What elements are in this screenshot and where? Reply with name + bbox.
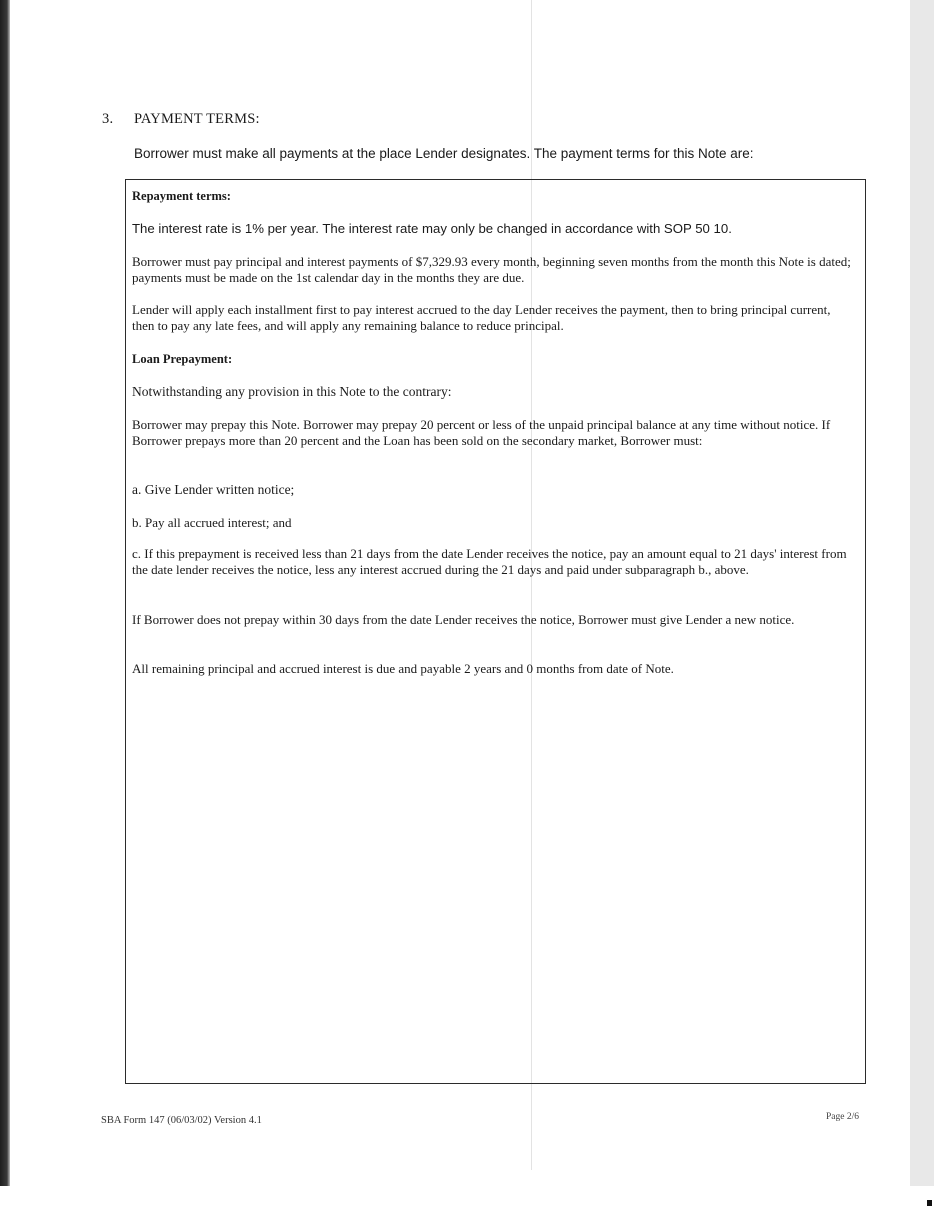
repayment-terms-heading: Repayment terms: — [132, 189, 231, 203]
section-heading — [102, 111, 260, 128]
payment-schedule-clause: Borrower must pay principal and interest payments of $7,329.93 every month, beginning seven months from the month this Note is dated; payments must be made on the 1st calendar day in the months they are due. — [132, 254, 851, 285]
scan-right-margin — [910, 0, 934, 1186]
section-title: PAYMENT TERMS: — [134, 111, 260, 127]
scan-left-edge-shadow — [0, 0, 10, 1186]
loan-prepayment-heading: Loan Prepayment: — [132, 352, 233, 366]
section-number: 3. — [102, 111, 114, 127]
prepayment-item-b: b. Pay all accrued interest; and — [132, 515, 292, 530]
installment-application-clause: Lender will apply each installment first to pay interest accrued to the day Lender receives the payment, then to bring principal current, then to pay any late fees, and will apply any remaining balance to reduce principal. — [132, 302, 831, 333]
maturity-clause: All remaining principal and accrued interest is due and payable 2 years and 0 months from date of Note. — [132, 661, 674, 676]
prepayment-item-a: a. Give Lender written notice; — [132, 482, 295, 497]
notwithstanding-clause: Notwithstanding any provision in this Note to the contrary: — [132, 384, 452, 399]
prepayment-rules-clause: Borrower may prepay this Note. Borrower may prepay 20 percent or less of the unpaid principal balance at any time without notice. If Borrower prepays more than 20 percent and the Loan has been sold on the secondary market, Borrower must: — [132, 417, 831, 448]
prepayment-item-c: c. If this prepayment is received less than 21 days from the date Lender receives the notice, pay an amount equal to 21 days' interest from the date lender receives the notice, less any interest accrued during the 21 days and paid under subparagraph b., above. — [132, 546, 847, 577]
page-number: Page 2/6 — [826, 1112, 859, 1122]
payment-terms-box — [125, 179, 866, 1084]
payment-intro-text: Borrower must make all payments at the place Lender designates. The payment terms for this Note are: — [134, 146, 754, 161]
form-version-footer: SBA Form 147 (06/03/02) Version 4.1 — [101, 1115, 262, 1126]
new-notice-clause: If Borrower does not prepay within 30 days from the date Lender receives the notice, Borrower must give Lender a new notice. — [132, 612, 795, 627]
interest-rate-clause: The interest rate is 1% per year. The interest rate may only be changed in accordance with SOP 50 10. — [132, 221, 732, 236]
scan-corner-mark — [927, 1200, 932, 1206]
